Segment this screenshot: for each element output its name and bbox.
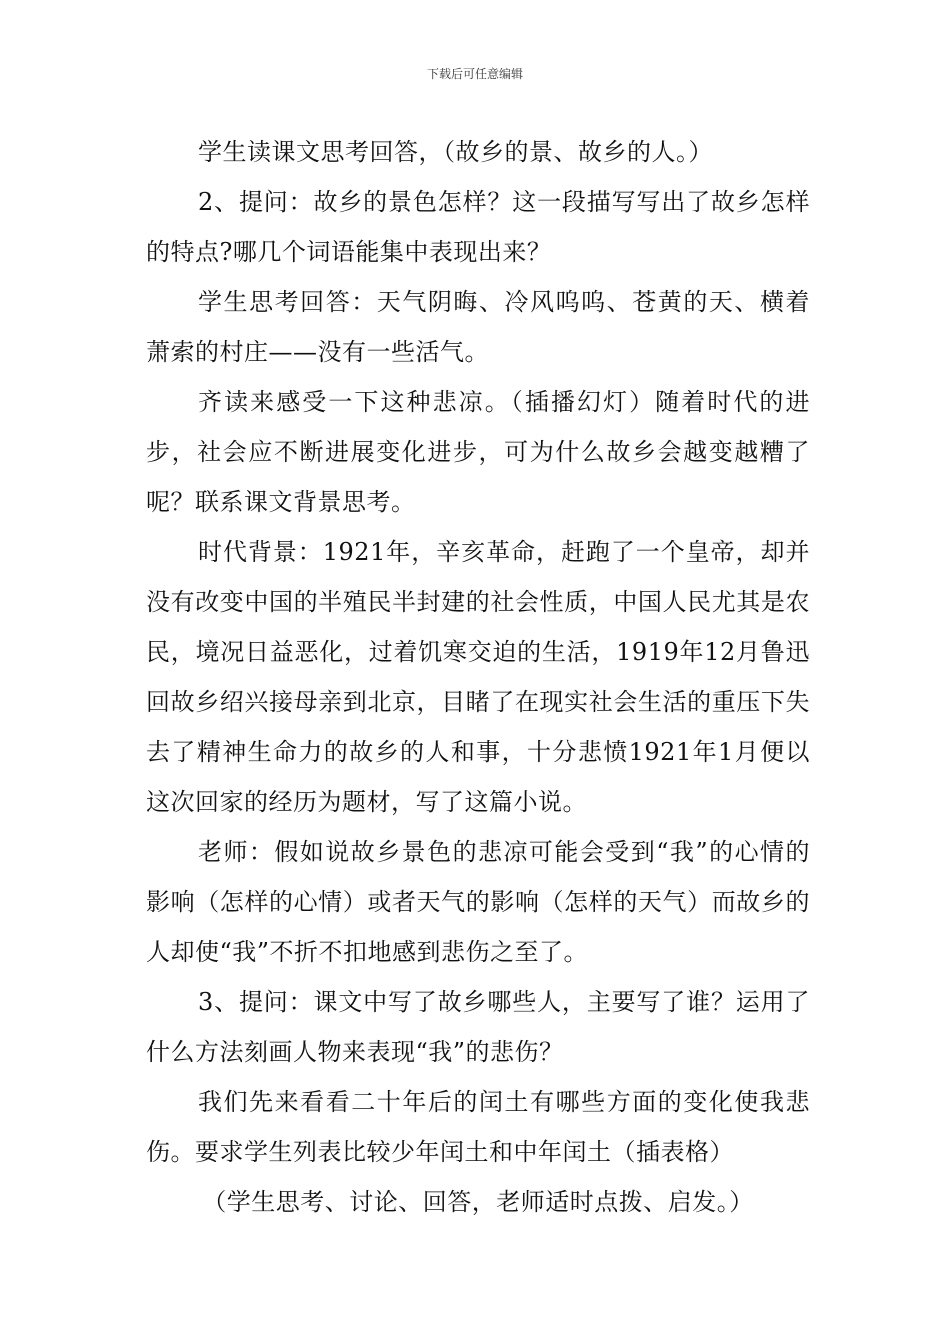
paragraph-student-answer-1: 学生读课文思考回答，（故乡的景、故乡的人。） — [198, 138, 713, 166]
paragraph-read-aloud: 齐读来感受一下这种悲凉。（插播幻灯）随着时代的进步，社会应不断进展变化进步，可为什么故乡会越变越糟了呢？联系课文背景思考。 — [146, 388, 810, 516]
document-body — [146, 127, 810, 1227]
paragraph-question-3: 3、提问：课文中写了故乡哪些人，主要写了谁？运用了什么方法刻画人物来表现“我”的悲伤？ — [146, 988, 810, 1066]
paragraph-teacher-remark: 老师：假如说故乡景色的悲凉可能会受到“我”的心情的影响（怎样的心情）或者天气的影响（怎样的天气）而故乡的人却使“我”不折不扣地感到悲伤之至了。 — [146, 838, 810, 966]
page-header: 下载后可任意编辑 — [426, 67, 523, 81]
paragraph-question-2: 2、提问：故乡的景色怎样？这一段描写写出了故乡怎样的特点?哪几个词语能集中表现出来？ — [146, 188, 810, 266]
paragraph-runtu-comparison: 我们先来看看二十年后的闰土有哪些方面的变化使我悲伤。要求学生列表比较少年闰土和中年闰土（插表格） — [146, 1088, 810, 1166]
paragraph-historical-background: 时代背景：1921年，辛亥革命，赶跑了一个皇帝，却并没有改变中国的半殖民半封建的社会性质，中国人民尤其是农民，境况日益恶化，过着饥寒交迫的生活，1919年12月鲁迅回故乡绍兴接母亲到北京，目睹了在现实社会生活的重压下失去了精神生命力的故乡的人和事，十分悲愤1921年1月便以这次回家的经历为题材，写了这篇小说。 — [146, 538, 810, 816]
paragraph-student-answer-2: 学生思考回答：天气阴晦、冷风呜呜、苍黄的天、横着萧索的村庄——没有一些活气。 — [146, 288, 810, 366]
paragraph-discussion-note: （学生思考、讨论、回答，老师适时点拨、启发。） — [202, 1188, 754, 1216]
